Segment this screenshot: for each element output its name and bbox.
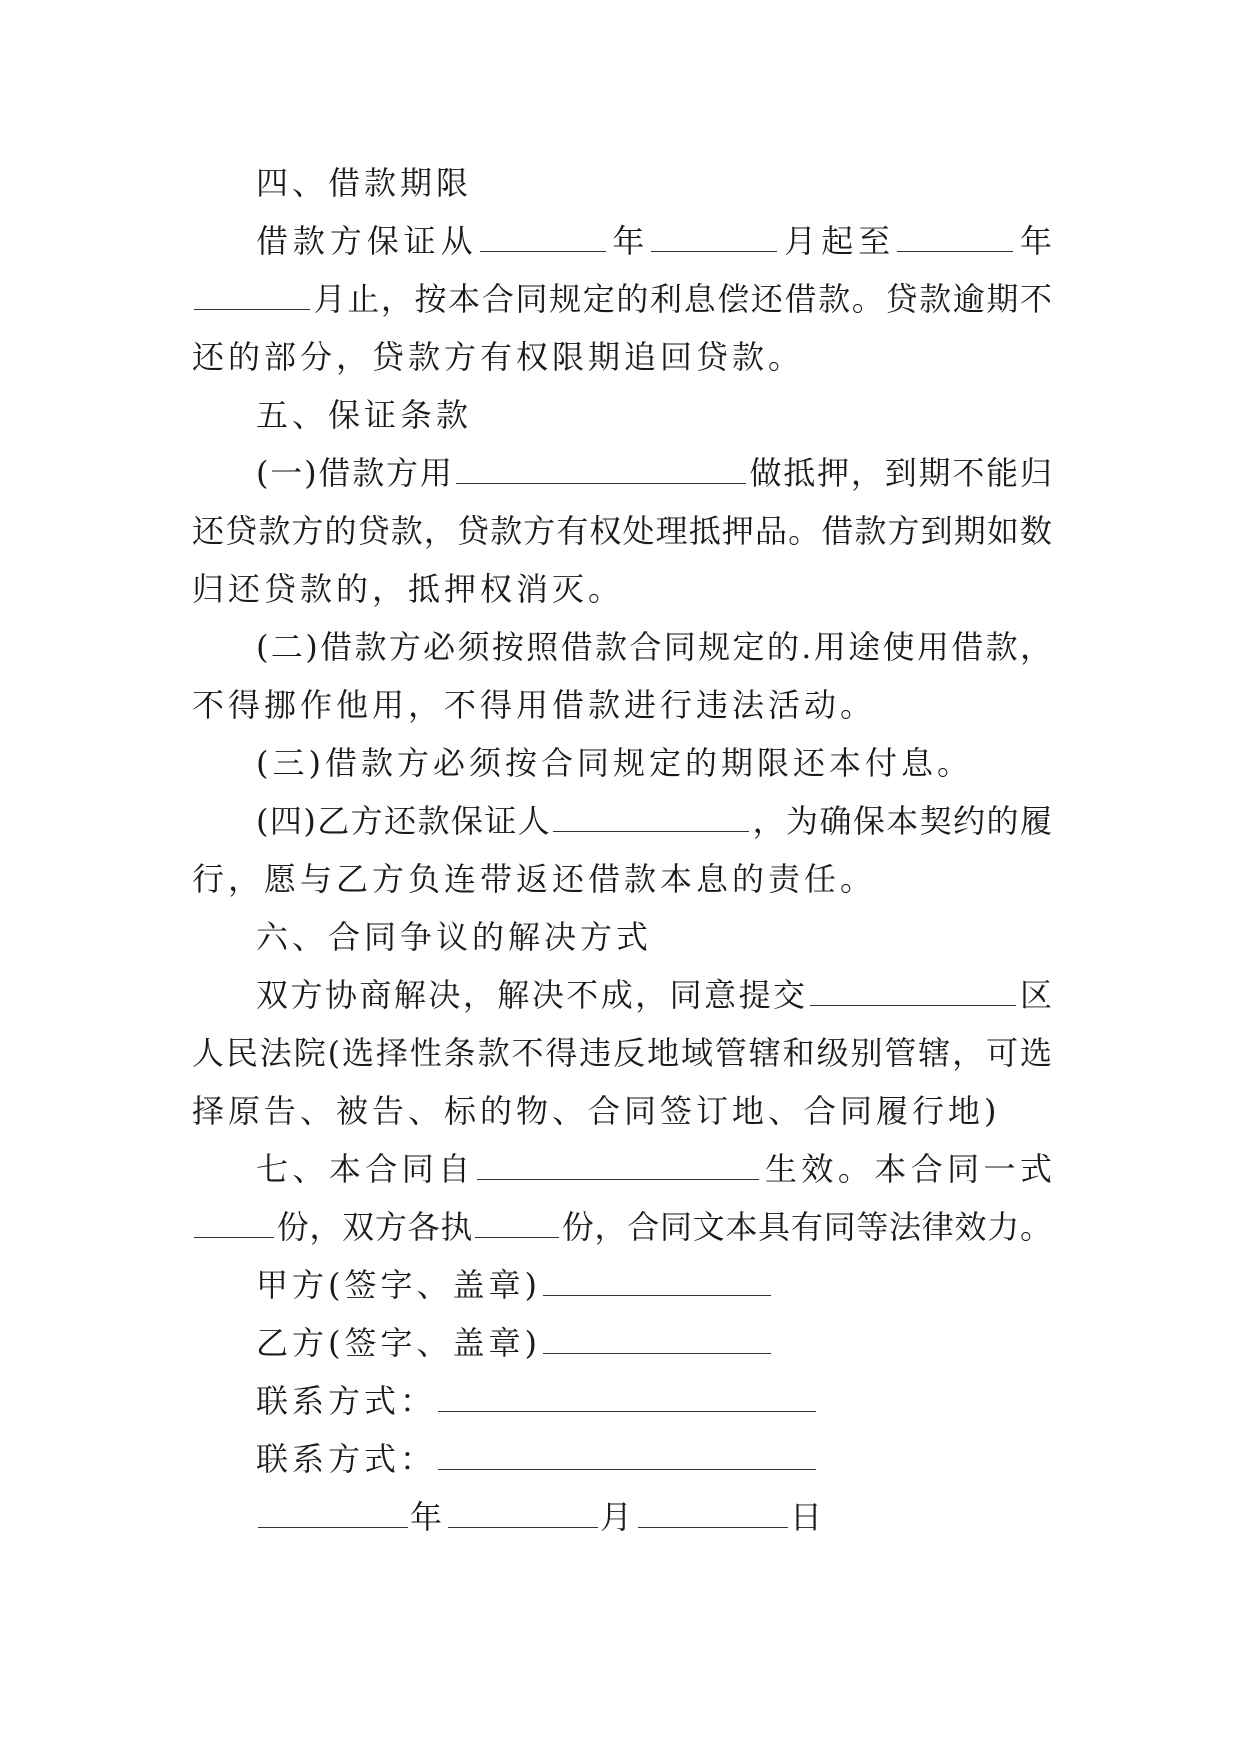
- month-blank[interactable]: [651, 213, 777, 252]
- clause-3: (三)借款方必须按合同规定的期限还本付息。: [256, 744, 973, 782]
- copies-total-blank[interactable]: [194, 1199, 274, 1238]
- guarantor-blank[interactable]: [553, 793, 749, 832]
- contact-1: 联系方式：: [256, 1372, 1052, 1430]
- section-6-heading: 六、合同争议的解决方式: [256, 918, 653, 956]
- day-blank[interactable]: [638, 1489, 788, 1528]
- section-7-line-1: 七、本合同自 生效。本合同一式: [256, 1140, 1052, 1198]
- section-4-line-1: 借款方保证从 年 月起至 年: [256, 212, 1052, 270]
- month-blank[interactable]: [448, 1489, 598, 1528]
- effective-date-blank[interactable]: [477, 1141, 759, 1180]
- clause-4-line-1: (四)乙方还款保证人 ，为确保本契约的履: [256, 792, 1052, 850]
- section-4-line-3: 还的部分，贷款方有权限期追回贷款。: [192, 338, 805, 376]
- party-b-signature-blank[interactable]: [543, 1315, 771, 1354]
- clause-1-line-2: 还贷款方的贷款，贷款方有权处理抵押品。借款方到期如数: [192, 512, 1052, 550]
- year-blank[interactable]: [897, 213, 1013, 252]
- section-4-heading: 四、借款期限: [256, 164, 473, 202]
- year-blank[interactable]: [480, 213, 606, 252]
- clause-1-line-3: 归还贷款的，抵押权消灭。: [192, 570, 625, 608]
- section-6-line-3: 择原告、被告、标的物、合同签订地、合同履行地): [192, 1092, 1001, 1130]
- clause-1-line-1: (一)借款方用 做抵押，到期不能归: [256, 444, 1052, 502]
- section-7-line-2: 份，双方各执 份，合同文本具有同等法律效力。: [192, 1198, 1052, 1256]
- year-blank[interactable]: [258, 1489, 408, 1528]
- clause-2-line-1: (二)借款方必须按照借款合同规定的.用途使用借款，: [256, 628, 1052, 666]
- copies-each-blank[interactable]: [475, 1199, 559, 1238]
- collateral-blank[interactable]: [456, 445, 746, 484]
- party-a-signature-blank[interactable]: [543, 1257, 771, 1296]
- court-district-blank[interactable]: [810, 967, 1016, 1006]
- contact-1-blank[interactable]: [438, 1373, 816, 1412]
- contact-2: 联系方式：: [256, 1430, 1052, 1488]
- section-6-line-1: 双方协商解决，解决不成，同意提交 区: [256, 966, 1052, 1024]
- clause-2-line-2: 不得挪作他用，不得用借款进行违法活动。: [192, 686, 877, 724]
- section-5-heading: 五、保证条款: [256, 396, 473, 434]
- section-4-line-2: 月止，按本合同规定的利息偿还借款。贷款逾期不: [192, 270, 1052, 328]
- contact-2-blank[interactable]: [438, 1431, 816, 1470]
- party-a-signature: 甲方(签字、盖章): [256, 1256, 1052, 1314]
- party-b-signature: 乙方(签字、盖章): [256, 1314, 1052, 1372]
- month-blank[interactable]: [194, 271, 310, 310]
- section-6-line-2: 人民法院(选择性条款不得违反地域管辖和级别管辖，可选: [192, 1034, 1052, 1072]
- clause-4-line-2: 行，愿与乙方负连带返还借款本息的责任。: [192, 860, 877, 898]
- date-line: 年 月 日: [256, 1488, 1052, 1546]
